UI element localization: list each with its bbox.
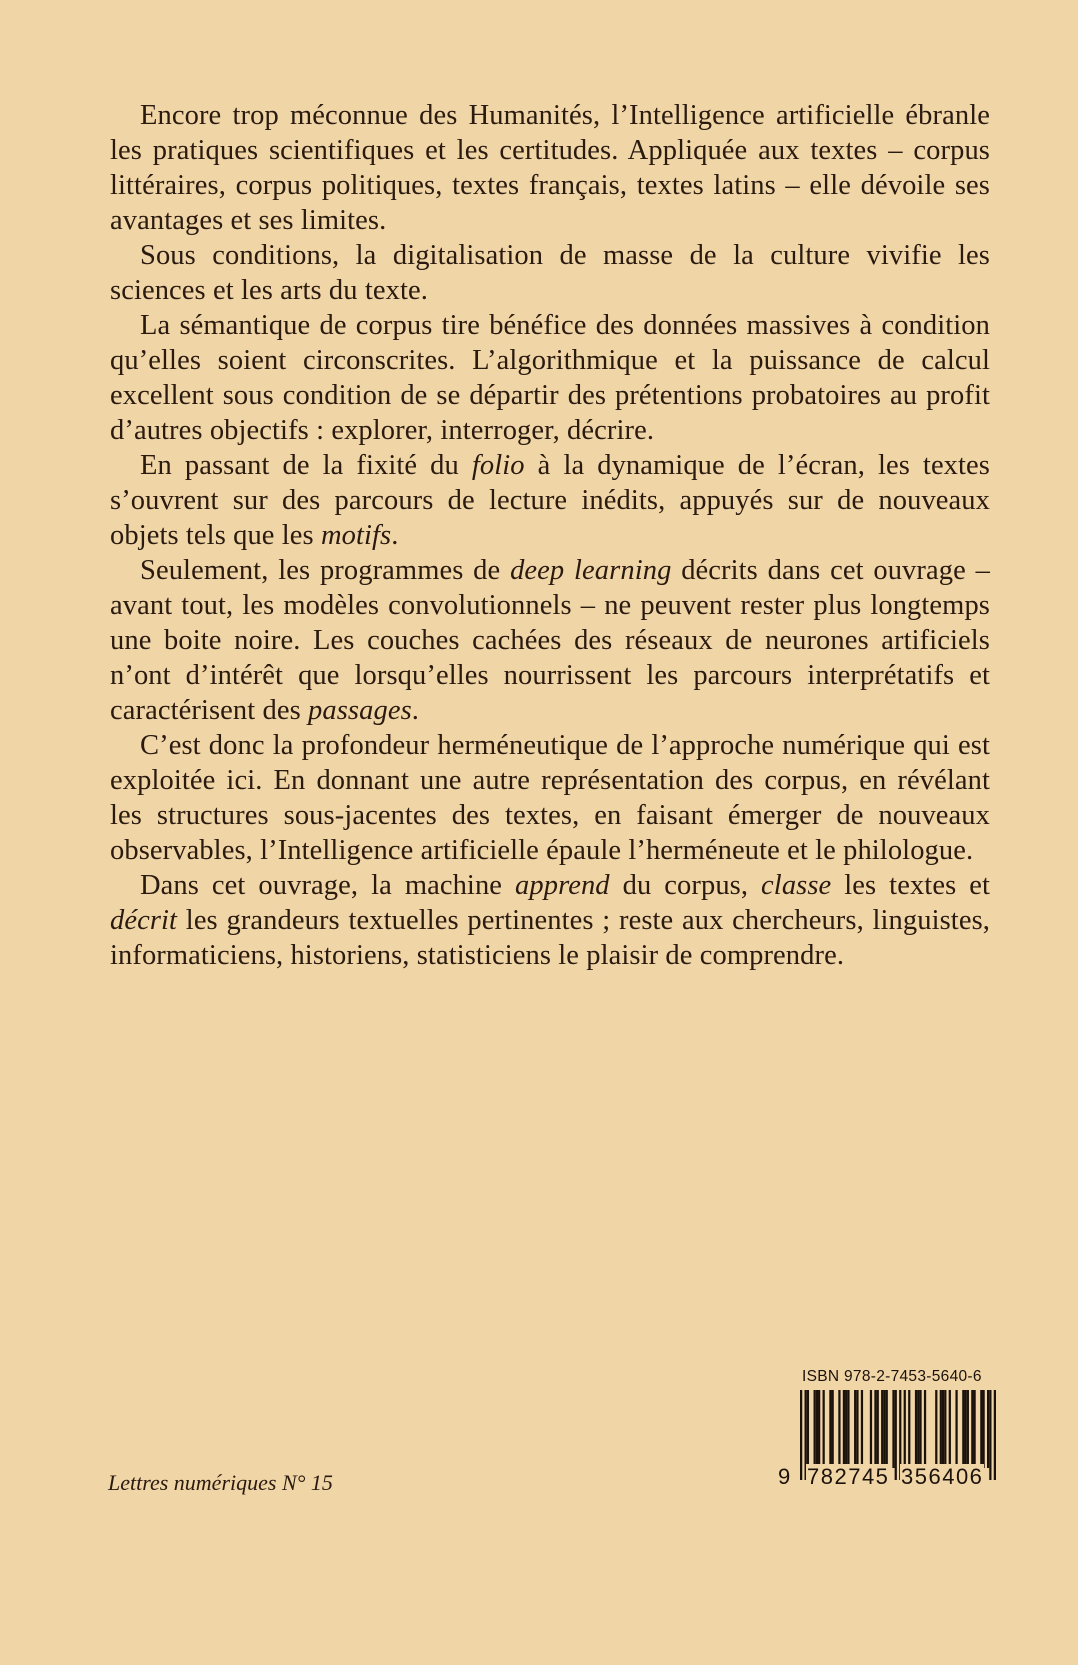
barcode-bar — [874, 1390, 876, 1468]
barcode-bar — [987, 1390, 989, 1468]
barcode-bar — [915, 1390, 917, 1468]
barcode-bar — [870, 1390, 872, 1468]
text-run: En passant de la fixité du — [140, 450, 472, 481]
barcode-bar — [989, 1390, 991, 1480]
barcode-bar — [982, 1390, 984, 1468]
text-run: du corpus, — [609, 870, 762, 901]
paragraph — [110, 98, 990, 238]
text-run: Seulement, les programmes de — [140, 555, 511, 586]
barcode-bar — [917, 1390, 919, 1468]
back-cover-blurb — [110, 98, 990, 973]
barcode-bar — [832, 1390, 834, 1468]
italic-term: décrit — [110, 905, 178, 936]
text-run: . — [411, 695, 419, 726]
barcode-bar — [883, 1390, 885, 1468]
barcode-bar — [818, 1390, 820, 1468]
paragraph — [110, 728, 990, 868]
barcode-bar — [980, 1390, 982, 1468]
paragraph — [110, 448, 990, 553]
text-run: à la dynamique de l’écran, les textes s’ouvrent sur des parcours de lecture inédits, appuyés sur de nouveaux objets tels que les — [110, 450, 990, 551]
barcode-bar — [814, 1390, 816, 1468]
barcode-bar — [807, 1390, 809, 1468]
barcode-bar — [895, 1390, 897, 1480]
text-run: les grandeurs textuelles pertinentes ; reste aux chercheurs, linguistes, informaticiens, historiens, statisticiens le plaisir de comprendre. — [110, 905, 990, 971]
barcode-bar — [944, 1390, 946, 1468]
text-run: Dans cet ouvrage, la machine — [140, 870, 516, 901]
barcode-bar — [971, 1390, 973, 1468]
barcode-bar — [967, 1390, 969, 1468]
barcode-bar — [800, 1390, 802, 1480]
paragraph — [110, 553, 990, 728]
barcode-bar — [940, 1390, 942, 1468]
text-run: . — [391, 520, 399, 551]
barcode-bar — [904, 1390, 906, 1468]
barcode-bar — [908, 1390, 910, 1468]
barcode-bar — [861, 1390, 863, 1468]
barcode-digits-right: 356406 — [901, 1464, 984, 1489]
barcode-bar — [881, 1390, 883, 1468]
barcode-bar — [845, 1390, 847, 1468]
barcode-bar — [847, 1390, 849, 1468]
paragraph — [110, 308, 990, 448]
text-run: Encore trop méconnue des Humanités, l’Intelligence artificielle ébranle les pratiques scientifiques et les certitudes. Appliquée aux textes – corpus littéraires, corpus politiques, textes français, textes latins – elle dévoile ses avantages et ses limites. — [110, 100, 990, 236]
text-run: décrits dans cet ouvrage – avant tout, les modèles convolutionnels – ne peuvent rester plus longtemps une boite noire. Les couches cachées des réseaux de neurones artificiels n’ont d’intérêt que lorsqu’elles nourrissent les parcours interprétatifs et caractérisent des — [110, 555, 990, 726]
barcode-bar — [955, 1390, 957, 1468]
barcode-bar — [964, 1390, 966, 1468]
text-run: les textes et — [831, 870, 990, 901]
barcode-bar — [877, 1390, 879, 1468]
paragraph — [110, 868, 990, 973]
barcode-bar — [816, 1390, 818, 1468]
series-label: Lettres numériques N° 15 — [108, 1470, 333, 1495]
italic-term: folio — [471, 450, 525, 481]
isbn-barcode — [778, 1368, 1000, 1502]
italic-term: passages — [308, 695, 412, 726]
italic-term: deep learning — [510, 555, 672, 586]
barcode-bar — [892, 1390, 894, 1468]
barcode-bar — [973, 1390, 975, 1468]
italic-term: motifs — [320, 520, 392, 551]
barcode-bar — [942, 1390, 944, 1468]
text-run: C’est donc la profondeur herméneutique de l’approche numérique qui est exploitée ici. En donnant une autre représentation des corpus, en révélant les structures sous-jacentes des textes, en faisant émerger de nouveaux observables, l’Intelligence artificielle épaule l’herméneute et le philologue. — [110, 730, 990, 866]
italic-term: apprend — [515, 870, 610, 901]
barcode-bar — [935, 1390, 937, 1468]
barcode-bar — [962, 1390, 964, 1468]
barcode-bar — [949, 1390, 951, 1468]
barcode-bar — [823, 1390, 825, 1468]
italic-term: classe — [761, 870, 832, 901]
barcode-bar — [838, 1390, 840, 1468]
text-run: La sémantique de corpus tire bénéfice des données massives à condition qu’elles soient circonscrites. L’algorithmique et la puissance de calcul excellent sous condition de se départir des prétentions probatoires au profit d’autres objectifs : explorer, interroger, décrire. — [110, 310, 990, 446]
barcode-bar — [919, 1390, 921, 1468]
barcode-first-digit: 9 — [778, 1464, 791, 1489]
isbn-number: ISBN 978-2-7453-5640-6 — [802, 1368, 982, 1385]
barcode-bar — [843, 1390, 845, 1468]
barcode-bar — [856, 1390, 858, 1468]
barcode-digits-left: 782745 — [807, 1464, 890, 1489]
barcode-bar — [886, 1390, 888, 1468]
barcode-bar — [854, 1390, 856, 1468]
paragraph — [110, 238, 990, 308]
barcode-bar — [994, 1390, 996, 1480]
barcode-bar — [924, 1390, 926, 1468]
text-run: Sous conditions, la digitalisation de masse de la culture vivifie les sciences et les arts du texte. — [110, 240, 990, 306]
barcode-bar — [829, 1390, 831, 1468]
